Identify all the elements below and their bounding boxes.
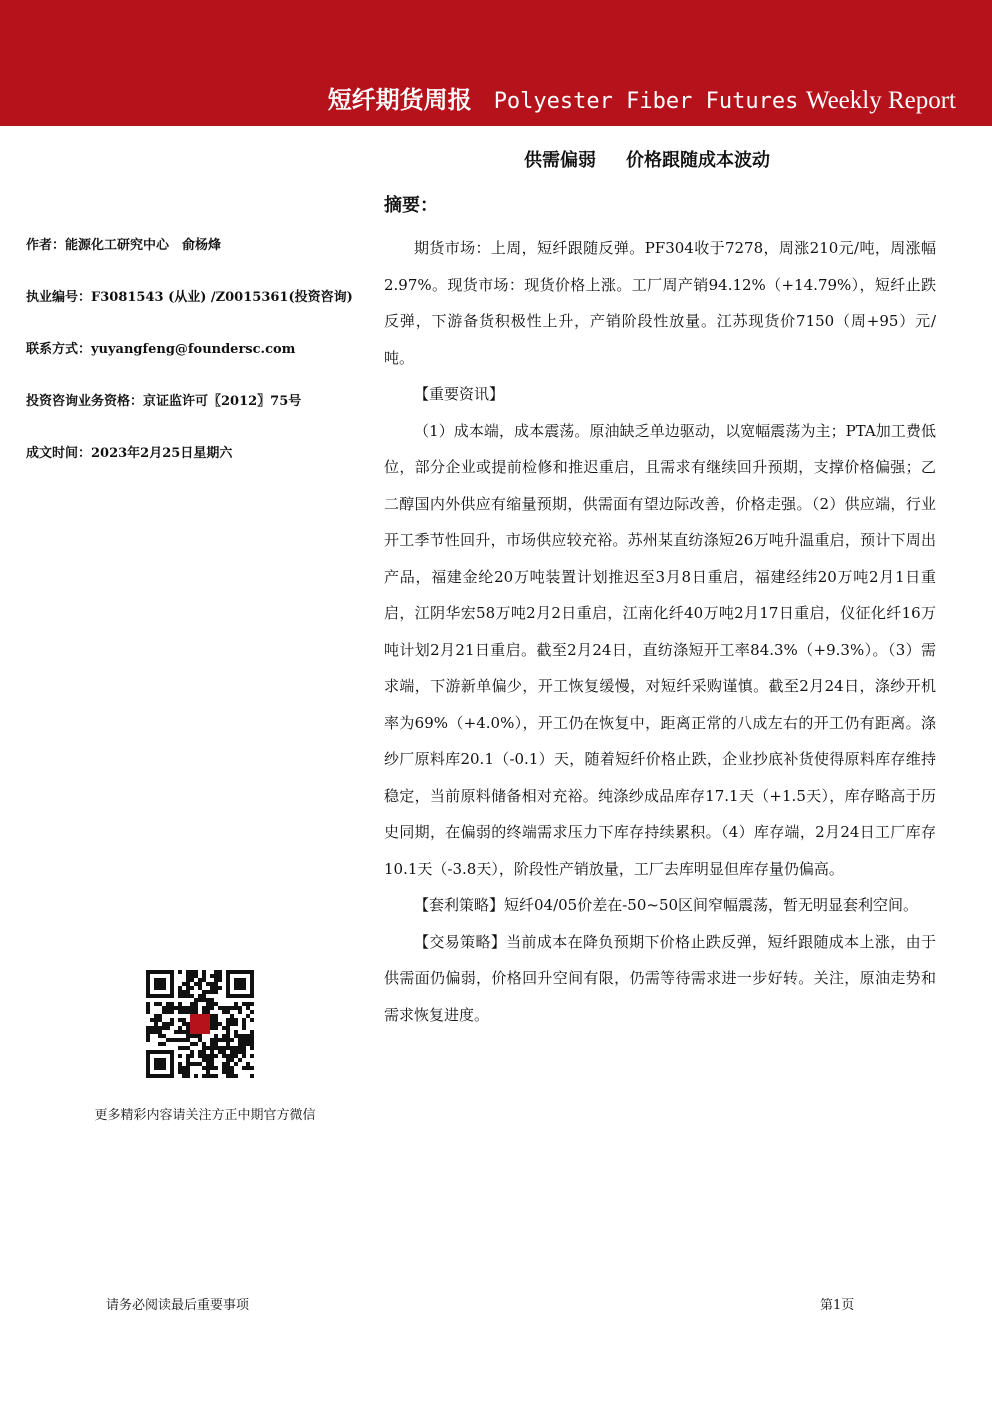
footer-notice: 请务必阅读最后重要事项 (106, 1298, 250, 1313)
report-title-part-2: 价格跟随成本波动 (626, 150, 770, 171)
paragraph-trading: 【交易策略】当前成本在降负预期下价格止跌反弹，短纤跟随成本上涨，由于供需面仍偏弱，价格回升空间有限，仍需等待需求进一步好转。关注，原油走势和需求恢复进度。 (384, 932, 936, 1024)
title-en-a: Polyester Fiber Futures (493, 89, 799, 114)
paragraph-news-heading: 【重要资讯】 (414, 385, 505, 403)
license-line: 执业编号：F3081543 (从业) /Z0015361(投资咨询) (26, 290, 353, 305)
author-line: 作者：能源化工研究中心 俞杨烽 (26, 238, 222, 253)
page-number: 第1页 (820, 1298, 855, 1313)
author-sidebar (26, 234, 366, 494)
title-cn: 短纤期货周报 (327, 86, 472, 114)
summary-body (384, 230, 936, 1033)
paragraph-news: （1）成本端，成本震荡。原油缺乏单边驱动，以宽幅震荡为主；PTA加工费低位，部分企业或提前检修和推迟重启，且需求有继续回升预期，支撑价格偏强；乙二醇国内外供应有缩量预期，供需面有望边际改善，价格走强。（2）供应端，行业开工季节性回升，市场供应较充裕。苏州某直纺涤短26万吨升温重启，预计下周出产品，福建金纶20万吨装置计划推迟至3月8日重启，福建经纬20万吨2月1日重启，江阴华宏58万吨2月2日重启，江南化纤40万吨2月17日重启，仪征化纤16万吨计划2月21日重启。截至2月24日，直纺涤短开工率84.3%（+9.3%）。（3）需求端，下游新单偏少，开工恢复缓慢，对短纤采购谨慎。截至2月24日，涤纱开机率为69%（+4.0%），开工仍在恢复中，距离正常的八成左右的开工仍有距离。涤纱厂原料库20.1（-0.1）天，随着短纤价格止跌，企业抄底补货使得原料库存维持稳定，当前原料储备相对充裕。纯涤纱成品库存17.1天（+1.5天），库存略高于历史同期，在偏弱的终端需求压力下库存持续累积。（4）库存端，2月24日工厂库存10.1天（-3.8天），阶段性产销放量，工厂去库明显但库存量仍偏高。 (384, 421, 936, 878)
report-series-title (328, 80, 956, 115)
report-title-part-1: 供需偏弱 (524, 150, 596, 171)
summary-heading: 摘要： (384, 195, 438, 216)
header-banner (0, 0, 992, 126)
paragraph-arbitrage: 【套利策略】短纤04/05价差在-50~50区间窄幅震荡，暂无明显套利空间。 (414, 896, 919, 914)
title-en-b: Weekly Report (805, 87, 956, 114)
report-title (524, 146, 770, 172)
contact-line: 联系方式：yuyangfeng@foundersc.com (26, 342, 296, 357)
date-line: 成文时间：2023年2月25日星期六 (26, 446, 233, 461)
wechat-qr-code (146, 970, 254, 1078)
paragraph-market: 期货市场：上周，短纤跟随反弹。PF304收于7278，周涨210元/吨，周涨幅2.97%。现货市场：现货价格上涨。工厂周产销94.12%（+14.79%），短纤止跌反弹，下游备货积极性上升，产销阶段性放量。江苏现货价7150（周+95）元/吨。 (384, 239, 936, 367)
qualification-line: 投资咨询业务资格：京证监许可〖2012〗75号 (26, 394, 302, 409)
qr-caption: 更多精彩内容请关注方正中期官方微信 (94, 1108, 316, 1123)
